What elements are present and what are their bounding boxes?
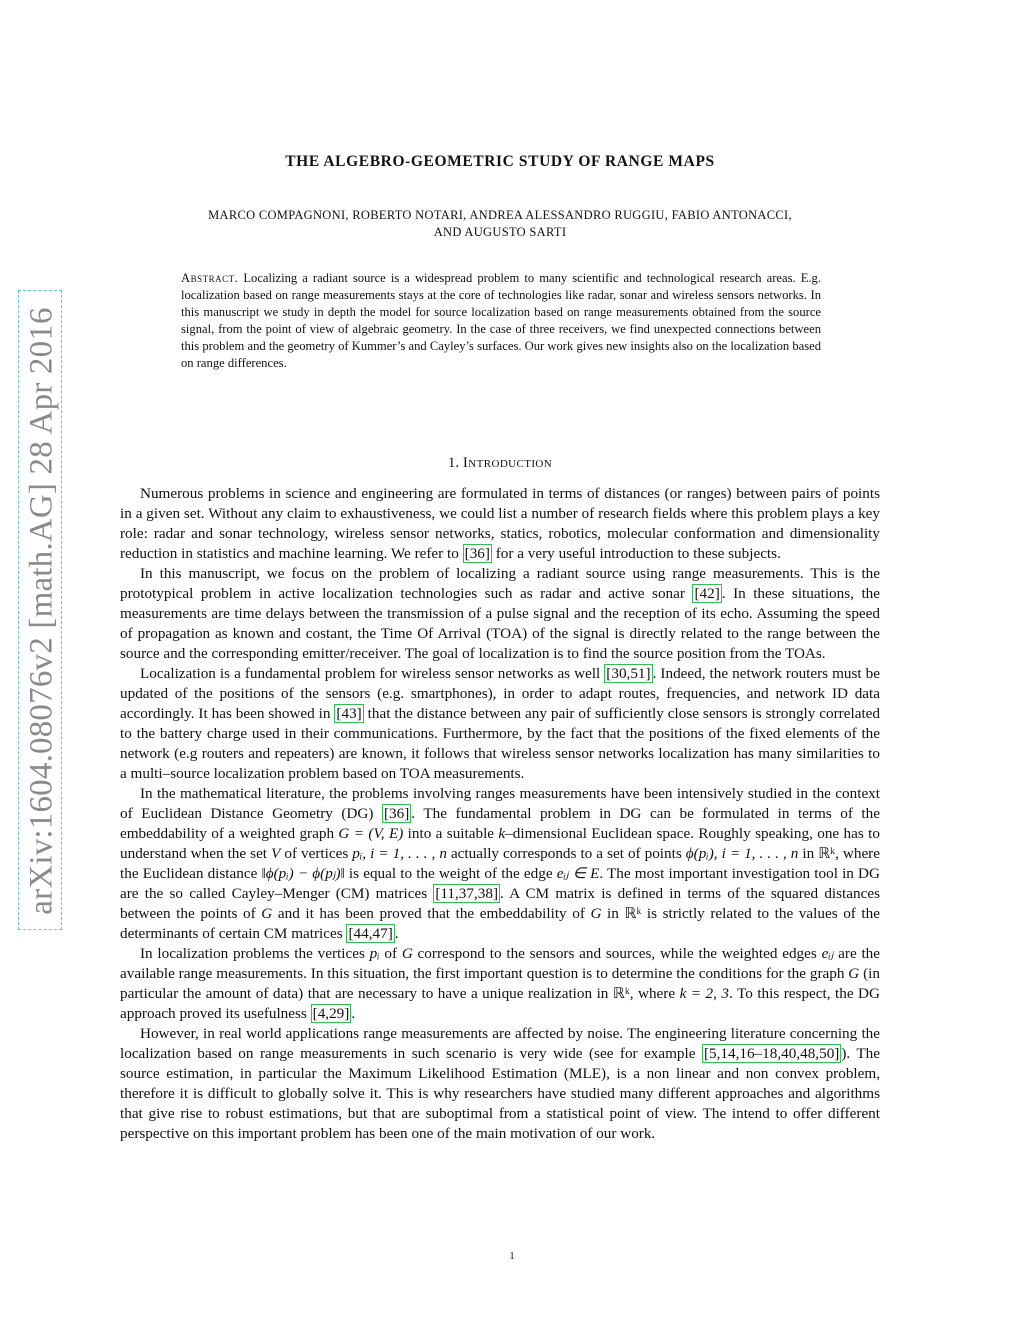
text-run: . To this respect, the DG approach proved its usefulness xyxy=(120,985,880,1022)
text-run: . In these situations, the measurements are time delays between the transmission of a pulse signal and the reception of its echo. Assuming the speed of propagation as known and costant, the Time Of Arrival (TOA) of the signal is directly related to the range between the source and the corresponding emitter/receiver. The goal of localization is to find the source position from the TOAs. xyxy=(120,585,880,662)
text-run: , where the Euclidean distance xyxy=(120,845,880,882)
text-run: In the mathematical literature, the problems involving ranges measurements have been intensively studied in the context of Euclidean Distance Geometry (DG) xyxy=(120,785,880,822)
author-line-1: MARCO COMPAGNONI, ROBERTO NOTARI, ANDREA ALESSANDRO RUGGIU, FABIO ANTONACCI, xyxy=(208,208,792,222)
citation-link[interactable]: [30,51] xyxy=(606,665,651,682)
paragraph-5 xyxy=(120,944,880,1024)
text-run: . The fundamental problem in DG can be formulated in terms of the embeddability of a weighted graph xyxy=(120,805,880,842)
text-run: ). The source estimation, in particular the Maximum Likelihood Estimation (MLE), is a non linear and non convex problem, therefore it is difficult to globally solve it. This is why researchers have studied many different approaches and algorithms that give rise to robust estimations, but that are suboptimal from a statistical point of view. The intend to offer different perspective on this important problem has been one of the main motivation of our work. xyxy=(120,1045,880,1142)
math-inline: k = 2, 3 xyxy=(679,985,730,1002)
paragraph-4 xyxy=(120,784,880,944)
math-inline: ℝᵏ xyxy=(818,845,836,862)
math-inline: pᵢ, i = 1, . . . , n xyxy=(352,845,447,862)
math-inline: k xyxy=(498,825,506,842)
math-inline: eᵢⱼ ∈ E xyxy=(556,865,600,882)
text-run: Localization is a fundamental problem for wireless sensor networks as well xyxy=(140,665,605,682)
paper-title: THE ALGEBRO-GEOMETRIC STUDY OF RANGE MAPS xyxy=(285,153,715,170)
page-number: 1 xyxy=(509,1250,515,1262)
text-run: into a suitable xyxy=(403,825,499,842)
citation-link[interactable]: [5,14,16–18,40,48,50] xyxy=(703,1045,840,1062)
arxiv-identifier: arXiv:1604.08076v2 [math.AG] 28 Apr 2016 xyxy=(23,307,60,915)
text-run: actually corresponds to a set of points xyxy=(446,845,686,862)
math-inline: pᵢ xyxy=(369,945,380,962)
text-run: for a very useful introduction to these subjects. xyxy=(491,545,781,562)
math-inline: G xyxy=(401,945,413,962)
text-run: that the distance between any pair of sufficiently close sensors is strongly correlated to the battery charge used in their communications. Furthermore, by the fact that the positions of the fixed elements of the network (e.g routers and repeaters) are known, it follows that wireless sensor networks localization has many similarities to a multi–source localization problem based on TOA measurements. xyxy=(120,705,880,782)
text-run: and it has been proved that the embeddability of xyxy=(272,905,591,922)
text-run: . xyxy=(351,1005,356,1022)
text-run: are the available range measurements. In this situation, the first important question is to determine the conditions for the graph xyxy=(120,945,881,982)
citation-link[interactable]: [36] xyxy=(464,545,490,562)
citation-link[interactable]: [4,29] xyxy=(312,1005,350,1022)
abstract-label: Abstract. xyxy=(181,271,239,285)
body-text xyxy=(120,484,880,1144)
text-run: . xyxy=(394,925,399,942)
text-run: in xyxy=(798,845,819,862)
paragraph-1 xyxy=(120,484,880,564)
text-run: correspond to the sensors and sources, while the weighted edges xyxy=(412,945,822,962)
citation-link[interactable]: [44,47] xyxy=(348,925,393,942)
text-run: . Indeed, the network routers must be updated of the positions of the sensors (e.g. smartphones), in order to adapt routes, frequencies, and network ID data accordingly. It has been showed in xyxy=(120,665,881,722)
text-run: –dimensional Euclidean space. Roughly speaking, one has to understand when the set xyxy=(120,825,880,862)
section-number: 1. xyxy=(447,455,460,471)
text-run: However, in real world applications range measurements are affected by noise. The engineering literature concerning the localization based on range measurements in such scenario is very wide (see for example xyxy=(120,1025,880,1062)
paragraph-3 xyxy=(120,664,880,784)
author-line-2: AND AUGUSTO SARTI xyxy=(433,225,567,239)
text-run: of vertices xyxy=(280,845,353,862)
paragraph-6 xyxy=(120,1024,880,1144)
math-inline: ϕ(pᵢ), i = 1, . . . , n xyxy=(685,845,799,862)
math-inline: ℝᵏ xyxy=(612,985,630,1002)
math-inline: G xyxy=(590,905,602,922)
citation-link[interactable]: [36] xyxy=(383,805,410,822)
math-inline: V xyxy=(271,845,281,862)
text-run: (in particular the amount of data) that are necessary to have a unique realization in xyxy=(120,965,880,1002)
abstract xyxy=(181,270,821,371)
paragraph-2 xyxy=(120,564,880,664)
text-run: in xyxy=(601,905,625,922)
section-title: Introduction xyxy=(462,455,553,471)
citation-link[interactable]: [42] xyxy=(694,585,720,602)
math-inline: ℝᵏ xyxy=(624,905,642,922)
abstract-text: Localizing a radiant source is a widespread problem to many scientific and technological research areas. E.g. localization based on range measurements stays at the core of technologies like radar, sonar and wireless sensors networks. In this manuscript we study in depth the model for source localization based on range measurements obtained from the source signal, from the point of view of algebraic geometry. In the case of three receivers, we find unexpected connections between this problem and the geometry of Kummer’s and Cayley’s surfaces. Our work gives new insights also on the localization based on range differences. xyxy=(181,271,821,370)
math-inline: G xyxy=(261,905,273,922)
text-run: In localization problems the vertices xyxy=(140,945,370,962)
math-inline: ‖ϕ(pᵢ) − ϕ(pⱼ)‖ xyxy=(261,865,345,882)
text-run: . A CM matrix is defined in terms of the squared distances between the points of xyxy=(120,885,880,922)
citation-link[interactable]: [43] xyxy=(336,705,362,722)
text-run: In this manuscript, we focus on the problem of localizing a radiant source using range measurements. This is the prototypical problem in active localization technologies such as radar and active sonar xyxy=(120,565,880,602)
text-run: , where xyxy=(629,985,680,1002)
text-run: Numerous problems in science and engineering are formulated in terms of distances (or ranges) between pairs of points in a given set. Without any claim to exhaustiveness, we could list a number of research fields where this problem plays a key role: radar and sonar technology, wireless sensor networks, statics, robotics, molecular conformation and dimensionality reduction in statistics and machine learning. We refer to xyxy=(120,485,880,562)
math-inline: eᵢⱼ xyxy=(821,945,834,962)
text-run: . The most important investigation tool in DG are the so called Cayley–Menger (CM) matrices xyxy=(120,865,880,902)
author-list xyxy=(140,207,860,241)
section-heading xyxy=(120,455,880,472)
citation-link[interactable]: [11,37,38] xyxy=(435,885,499,902)
text-run: is equal to the weight of the edge xyxy=(344,865,557,882)
text-run: of xyxy=(379,945,402,962)
math-inline: G = (V, E) xyxy=(338,825,404,842)
text-run: is strictly related to the values of the determinants of certain CM matrices xyxy=(120,905,880,942)
math-inline: G xyxy=(848,965,860,982)
